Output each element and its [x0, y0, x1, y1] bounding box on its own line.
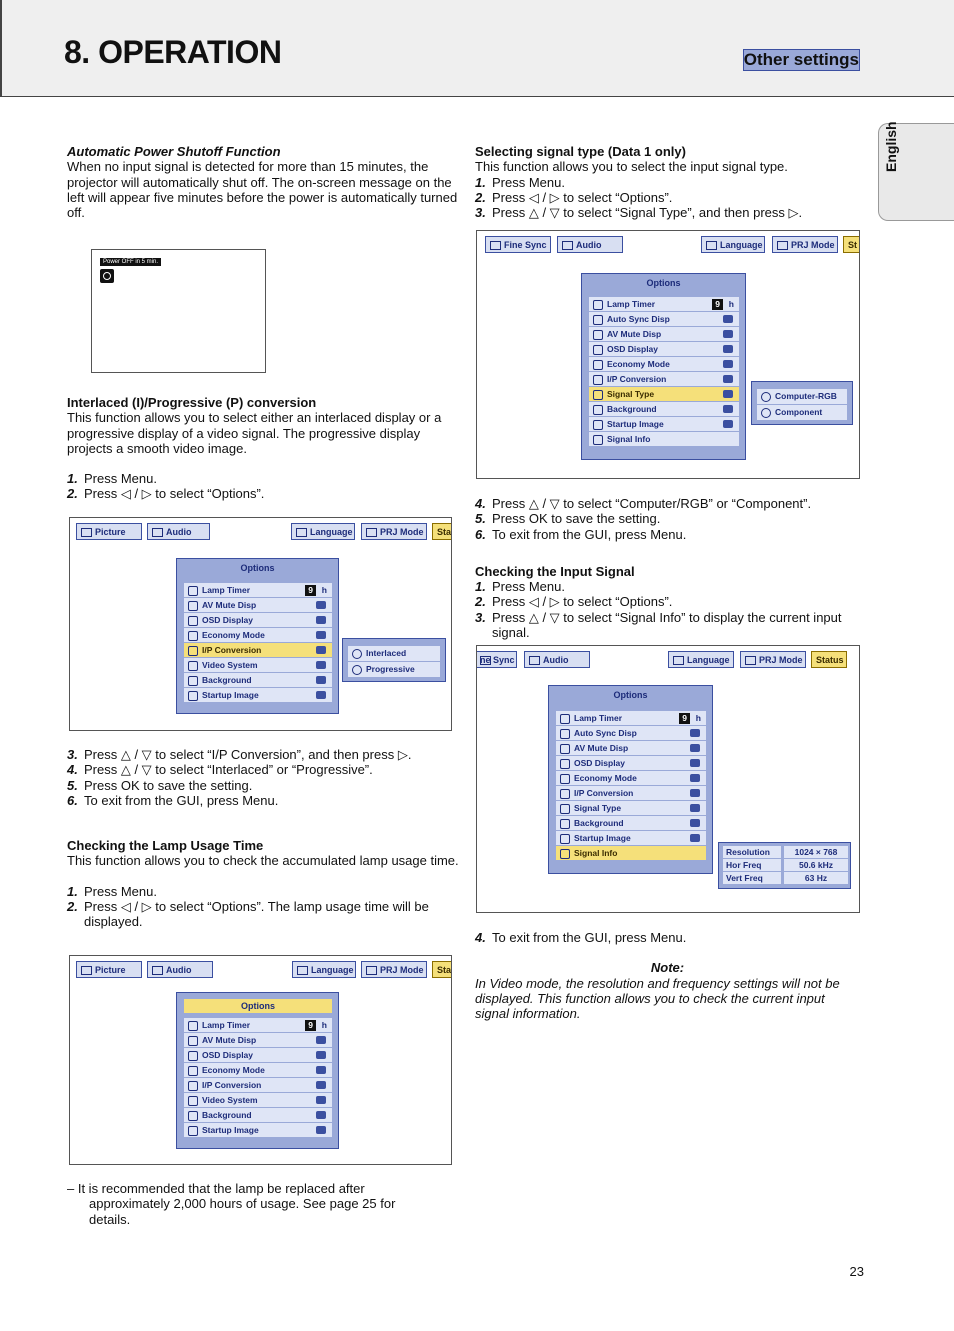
menu-item: AV Mute Disp	[184, 598, 332, 613]
menu-title: Options	[240, 563, 275, 573]
menu-item-selected: Signal Type	[589, 387, 739, 402]
tab-status: Sta	[432, 523, 452, 540]
signal-type-section: Selecting signal type (Data 1 only) This function allows you to select the input signal type. 1. Press Menu. 2. Press ◁ / ▷ to select “Options”. 3. Press △ / ▽ to select “Signal Type”, and then press ▷.	[475, 144, 865, 220]
options-menu	[176, 558, 339, 714]
signal-info-steps: 4. To exit from the GUI, press Menu. Note: In Video mode, the resolution and frequency settings will not be displayed. This function allows you to check the current input signal information.	[475, 930, 860, 1021]
submenu-item: Interlaced	[348, 646, 440, 661]
note-heading: Note:	[650, 960, 685, 976]
lamp-note: – It is recommended that the lamp be replaced after approximately 2,000 hours of usage. See page 25 for details.	[67, 1181, 396, 1227]
options-menu: Options Lamp Timer 9 h Auto Sync Disp AV Mute Disp OSD Display Economy Mode I/P Conversion Signal Type Background Startup Image Signal Info	[548, 685, 713, 874]
tab-prj-mode: PRJ Mode	[361, 523, 427, 540]
lamp-heading: Checking the Lamp Usage Time	[67, 838, 264, 854]
tab-picture: Picture	[76, 523, 142, 540]
signal-info-panel: Resolution 1024 × 768 Hor Freq 50.6 kHz Vert Freq 63 Hz	[718, 842, 851, 889]
menu-item: Lamp Timer 9 h	[184, 583, 332, 598]
ip-step: 1. Press Menu.	[67, 471, 157, 487]
tab-language: Language	[291, 523, 355, 540]
tab-fine-sync: ne Sync	[476, 651, 517, 668]
ip-step: 2. Press ◁ / ▷ to select “Options”.	[67, 486, 265, 502]
tab-audio: Audio	[524, 651, 590, 668]
tab-picture: Picture	[76, 961, 142, 978]
tab-audio: Audio	[147, 523, 210, 540]
signal-type-steps: 4. Press △ / ▽ to select “Computer/RGB” or “Component”. 5. Press OK to save the setting. 6. To exit from the GUI, press Menu. Checking the Input Signal 1. Press Menu. 2. Press ◁ / ▷ to select “Options”. 3. Press △ / ▽ to select “Signal Info” to display the current input signal.	[475, 496, 865, 640]
tab-prj-mode: PRJ Mode	[772, 236, 838, 253]
tab-prj-mode: PRJ Mode	[361, 961, 427, 978]
menu-item: Startup Image	[184, 688, 332, 703]
note-body: In Video mode, the resolution and frequency settings will not be displayed. This function allows you to check the current input signal information.	[475, 975, 840, 1022]
menu-item: Background	[184, 673, 332, 688]
power-off-message: Power OFF in 5 min.	[100, 258, 161, 266]
tab-fine-sync: Fine Sync	[485, 236, 551, 253]
signal-type-heading: Selecting signal type (Data 1 only)	[475, 144, 686, 159]
options-menu: Options Lamp Timer 9 h AV Mute Disp OSD Display Economy Mode I/P Conversion Video System Background Startup Image	[176, 992, 339, 1149]
gui-lamp-timer	[69, 955, 452, 1165]
tab-audio: Audio	[557, 236, 623, 253]
lamp-body: This function allows you to check the accumulated lamp usage time.	[67, 853, 459, 869]
tab-status: Sta	[432, 961, 452, 978]
page-number: 23	[849, 1264, 864, 1279]
submenu-item: Progressive	[348, 662, 440, 677]
menu-item: OSD Display	[184, 613, 332, 628]
menu-item-selected: I/P Conversion	[184, 643, 332, 658]
ip-section	[67, 395, 462, 502]
page-header	[0, 0, 954, 97]
menu-item: Video System	[184, 658, 332, 673]
tab-language: Language	[292, 961, 356, 978]
tab-language: Language	[701, 236, 765, 253]
tab-audio: Audio	[147, 961, 213, 978]
menu-title: Options	[184, 999, 332, 1013]
menu-item: Economy Mode	[184, 628, 332, 643]
gui-signal-info	[476, 645, 860, 913]
ip-steps: 3. Press △ / ▽ to select “I/P Conversion”, and then press ▷. 4. Press △ / ▽ to select “Interlaced” or “Progressive”. 5. Press OK to save the setting. 6. To exit from the GUI, press Menu. Checking the Lamp Usage Time This function allows you to check the accumulated lamp usage time. 1. Press Menu. 2. Press ◁ / ▷ to select “Options”. The lamp usage time will be displayed.	[67, 747, 462, 930]
gui-signal-type	[476, 230, 860, 479]
aps-body: When no input signal is detected for more than 15 minutes, the projector will automatically shut off. The on-screen message on the left will appear five minutes before the power is automatically turned off.	[67, 159, 458, 221]
tab-status: St	[843, 236, 860, 253]
aps-heading: Automatic Power Shutoff Function	[67, 144, 281, 159]
power-icon	[100, 269, 114, 283]
section-title: Other settings	[743, 50, 859, 69]
ip-submenu	[342, 638, 446, 682]
tab-status: Status	[811, 651, 847, 668]
power-off-screen	[91, 249, 266, 373]
signal-type-submenu: Computer-RGB Component	[751, 381, 853, 425]
gui-ip-conversion	[69, 517, 452, 731]
page-title: 8. OPERATION	[64, 34, 282, 70]
menu-item-selected: Signal Info	[556, 846, 706, 861]
ip-body: This function allows you to select either an interlaced display or a progressive display of a video signal. The progressive display projects a smooth video image.	[67, 410, 442, 456]
language-label: English	[883, 121, 899, 172]
language-tab	[878, 123, 954, 221]
tab-language: Language	[668, 651, 734, 668]
ip-heading: Interlaced (I)/Progressive (P) conversion	[67, 395, 317, 410]
tab-prj-mode: PRJ Mode	[740, 651, 806, 668]
options-menu: Options Lamp Timer 9 h Auto Sync Disp AV Mute Disp OSD Display Economy Mode I/P Conversion Signal Type Background Startup Image Signal Info	[581, 273, 746, 460]
aps-section	[67, 144, 462, 220]
check-signal-heading: Checking the Input Signal	[475, 563, 635, 579]
